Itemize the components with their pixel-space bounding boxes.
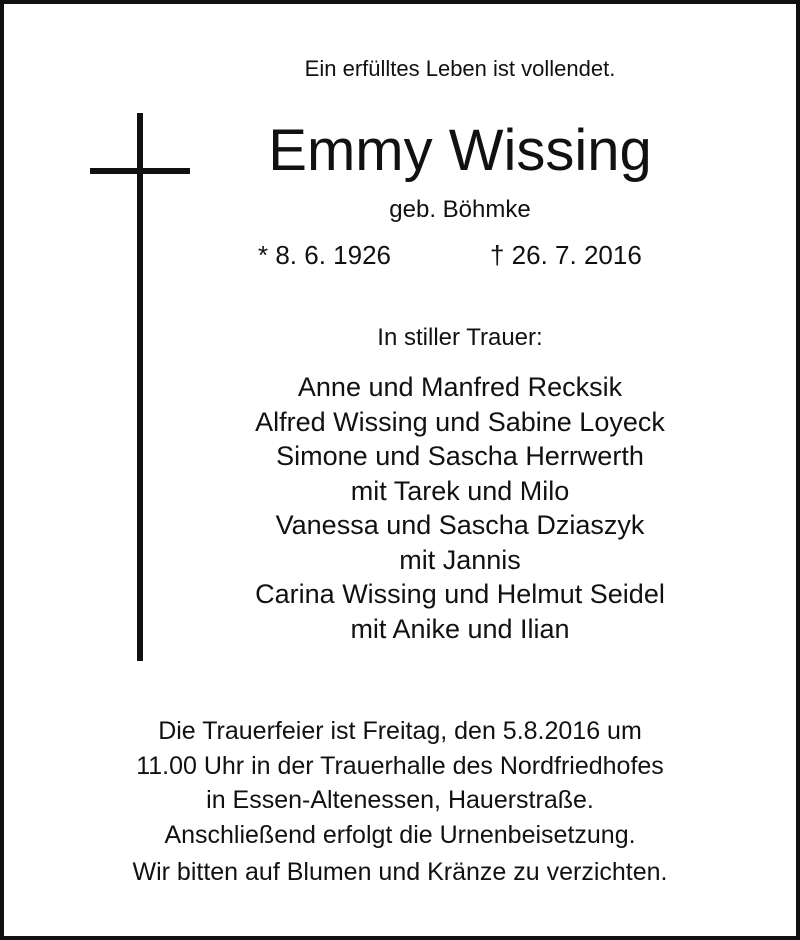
- deceased-name: Emmy Wissing: [268, 118, 652, 183]
- flowers-request: Wir bitten auf Blumen und Kränze zu verzichten.: [132, 858, 668, 886]
- ceremony-line: Die Trauerfeier ist Freitag, den 5.8.2016 um: [158, 717, 642, 745]
- mourner-line: mit Jannis: [399, 544, 521, 575]
- mourner-line: Carina Wissing und Helmut Seidel: [255, 579, 665, 609]
- mourner-line: Alfred Wissing und Sabine Loyeck: [255, 406, 665, 437]
- motto: Ein erfülltes Leben ist vollendet.: [304, 56, 616, 81]
- mourner-line: mit Tarek und Milo: [350, 475, 570, 506]
- ceremony-line: Anschließend erfolgt die Urnenbeisetzung.: [164, 820, 636, 849]
- birth-date: * 8. 6. 1926: [258, 240, 391, 270]
- ceremony-info: [0, 714, 800, 852]
- ceremony-line: 11.00 Uhr in der Trauerhalle des Nordfriedhofes: [136, 751, 664, 780]
- death-date: † 26. 7. 2016: [490, 240, 642, 270]
- mourners-list: [60, 370, 800, 646]
- mourner-line: Vanessa und Sascha Dziaszyk: [275, 510, 645, 540]
- mourning-intro: In stiller Trauer:: [377, 324, 543, 351]
- mourner-line: Simone und Sascha Herrwerth: [276, 441, 644, 471]
- maiden-name: geb. Böhmke: [389, 196, 531, 223]
- mourner-line: Anne und Manfred Recksik: [297, 372, 623, 402]
- ceremony-line: in Essen-Altenessen, Hauerstraße.: [206, 786, 594, 814]
- mourner-line: mit Anike und Ilian: [350, 613, 570, 644]
